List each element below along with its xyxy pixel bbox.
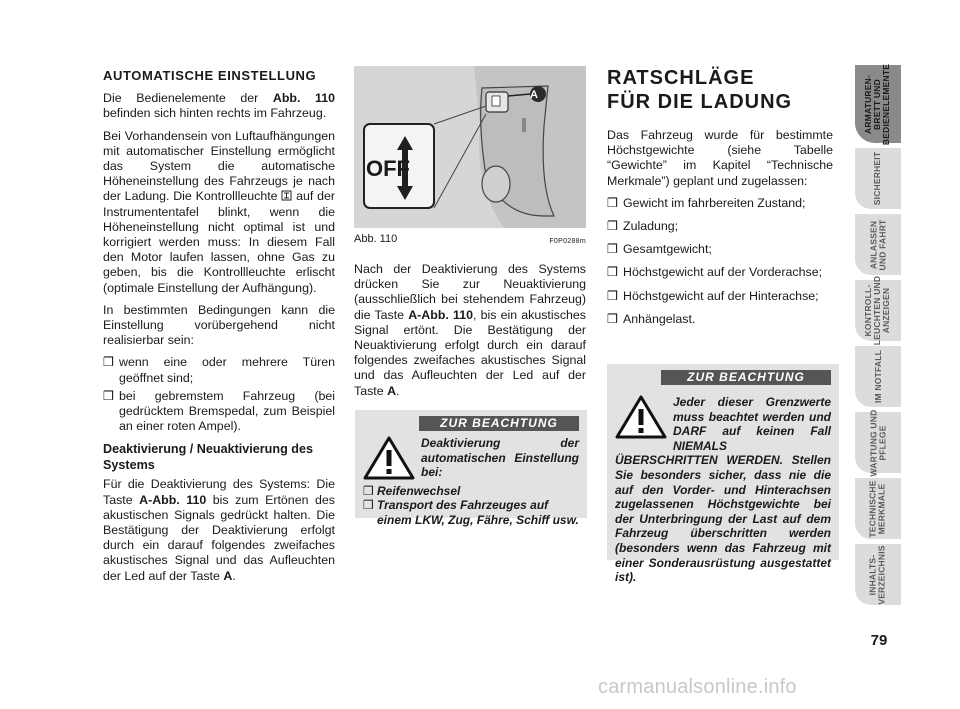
caption-label: Abb. 110 <box>354 233 398 245</box>
checkbox-bullet-icon: ❒ <box>363 498 374 513</box>
list-item: ❒ Transport des Fahrzeuges auf einem LKW, Zug, Fähre, Schiff usw. <box>363 498 579 527</box>
warning-box-weights <box>607 364 839 585</box>
checkbox-bullet-icon: ❒ <box>607 311 619 326</box>
suspension-warning-icon <box>281 190 292 201</box>
off-switch-label: OFF <box>366 156 410 181</box>
figure-code: F0P0288m <box>549 238 586 245</box>
warning-text: Deaktivierung der automatischen Einstellung bei: <box>421 436 579 480</box>
tab-notfall[interactable] <box>855 346 901 407</box>
warning-triangle-icon <box>615 395 667 439</box>
watermark: carmanualsonline.info <box>598 676 797 698</box>
list-item: ❒ wenn eine oder mehrere Türen geöffnet sind; <box>103 355 335 385</box>
list-item: ❒ Höchstgewicht auf der Vorderachse; <box>607 265 823 280</box>
warning-triangle-icon <box>363 436 415 480</box>
right-column <box>607 66 833 335</box>
warning-text: Jeder dieser Grenzwerte muss beachtet werden und DARF auf keinen Fall NIEMALS ÜBERSCHRITTEN WERDEN. Stellen Sie besonders sicher, dass nie die auf den Vorder- und Hinterachsen zugelassenen Höchstgewichte bei der Unterbringung der Last auf dem Fahrzeug überschritten werden (besonders wenn das Fahrzeug mit einer Sonderausrüstung ausgestattet ist). <box>615 395 831 585</box>
paragraph-controls: Die Bedienelemente der Abb. 110 befinden sich hinten rechts im Fahrzeug. <box>103 91 335 121</box>
paragraph-reactivation: Nach der Deaktivierung des Systems drücken Sie zur Neuaktivierung (ausschließlich bei stehendem Fahrzeug) die Taste A-Abb. 110, bis ein akustisches Signal ertönt. Die Bestätigung der Neuaktivierung erfolgt durch ein darauf folgendes zweifaches akustisches Signal und das Aufleuchten der Led auf der Taste A. <box>354 262 586 398</box>
list-item: ❒ Reifenwechsel <box>363 483 461 498</box>
section-heading-automatic: AUTOMATISCHE EINSTELLUNG <box>103 68 317 83</box>
chapter-tabs <box>855 65 925 610</box>
tab-kontrollleuchten[interactable] <box>855 275 901 346</box>
tab-label: ANLASSEN UND FAHRT <box>868 219 888 270</box>
warning-title: ZUR BEACHTUNG <box>661 370 831 385</box>
paragraph-load-intro: Das Fahrzeug wurde für bestimmte Höchstgewichte (siehe Tabelle “Gewichte” im Kapitel “Technische Merkmale”) geplant und zugelassen: <box>607 128 833 188</box>
list-item: ❒ Zuladung; <box>607 219 679 234</box>
tab-wartung[interactable] <box>855 409 901 476</box>
page-title: RATSCHLÄGE FÜR DIE LADUNG <box>607 67 793 113</box>
paragraph-conditions: In bestimmten Bedingungen kann die Einstellung vorübergehend nicht realisierbar sein: <box>103 302 335 348</box>
tab-label: INHALTS- VERZEICHNIS <box>868 544 888 605</box>
figure-callout-a: A <box>530 89 538 101</box>
page-number: 79 <box>870 632 888 649</box>
figure-caption <box>354 232 586 248</box>
checkbox-bullet-icon: ❒ <box>607 288 619 303</box>
tab-armaturenbrett[interactable] <box>855 65 901 143</box>
checkbox-bullet-icon: ❒ <box>607 242 619 257</box>
middle-column <box>354 66 586 406</box>
paragraph-air-suspension: Bei Vorhandensein von Luftaufhängungen mit automatischer Einstellung ermöglicht das System die automatische Höheneinstellung des Fahrzeugs je nach der Ladung. Die Kontrollleuchte auf der Instrumententafel blinkt, wenn die Höheneinstellung nicht optimal ist und korrigiert werden muss: In diesem Fall den Motor laufen lassen, ohne Gas zu geben, bis die Kontrollleuchte erlischt (optimale Einstellung der Aufhängung). <box>103 128 335 295</box>
figure-illustration <box>354 66 586 228</box>
left-column <box>103 68 335 591</box>
figure-110 <box>354 66 586 228</box>
checkbox-bullet-icon: ❒ <box>607 265 619 280</box>
tab-inhaltsverzeichnis[interactable] <box>855 544 901 605</box>
tab-anlassen[interactable] <box>855 214 901 275</box>
checkbox-bullet-icon: ❒ <box>607 219 619 234</box>
list-item: ❒ Höchstgewicht auf der Hinterachse; <box>607 288 819 303</box>
tab-sicherheit[interactable] <box>855 148 901 209</box>
list-item: ❒ Anhängelast. <box>607 311 696 326</box>
paragraph-deactivation: Für die Deaktivierung des Systems: Die Taste A-Abb. 110 bis zum Ertönen des akustischen Signals gedrückt halten. Die Bestätigung der Deaktivierung erfolgt durch ein darauf folgendes zweifaches akustisches Signal und das Aufleuchten der Led auf der Taste A. <box>103 477 335 583</box>
checkbox-bullet-icon: ❒ <box>607 195 619 210</box>
tab-technische-merkmale[interactable] <box>855 478 901 539</box>
tab-label: IM NOTFALL <box>872 350 883 403</box>
tab-label: TECHNISCHE MERKMALE <box>868 479 888 538</box>
weights-list <box>607 196 833 327</box>
list-item: ❒ Gewicht im fahrbereiten Zustand; <box>607 195 806 210</box>
list-item: ❒ bei gebremstem Fahrzeug (bei gedrücktem Bremspedal, zum Beispiel an einer roten Ampel). <box>103 388 335 434</box>
tab-label: WARTUNG UND PFLEGE <box>868 409 888 476</box>
warning-box-deactivation <box>355 410 587 527</box>
tab-label: SICHERHEIT <box>872 151 883 206</box>
warning-title: ZUR BEACHTUNG <box>419 416 579 431</box>
warning-list <box>363 484 579 528</box>
conditions-list <box>103 355 335 434</box>
checkbox-bullet-icon: ❒ <box>363 483 374 498</box>
checkbox-bullet-icon: ❒ <box>103 355 115 370</box>
tab-label: ARMATUREN- BRETT UND BEDIENELEMENTE <box>863 63 892 145</box>
list-item: ❒ Gesamtgewicht; <box>607 242 712 257</box>
tab-label: KONTROLL- LEUCHTEN UND ANZEIGEN <box>863 275 892 346</box>
subheading-deactivation: Deaktivierung / Neuaktivierung des Systems <box>103 442 313 473</box>
checkbox-bullet-icon: ❒ <box>103 388 115 403</box>
